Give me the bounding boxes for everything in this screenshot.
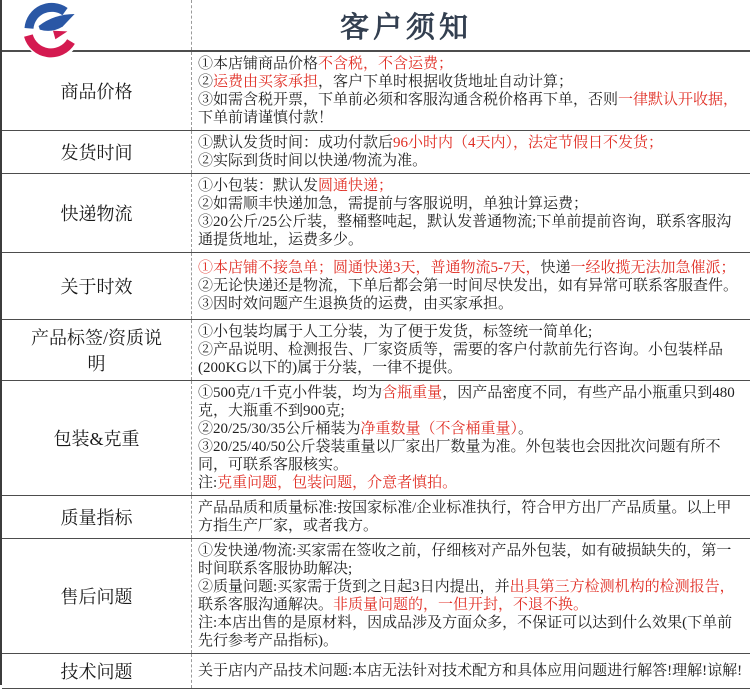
row-content <box>192 52 750 130</box>
plain-text: 关于店内产品技术问题:本店无法针对技术配方和具体应用问题进行解答!理解!谅解! <box>198 663 743 679</box>
row-content <box>192 320 750 380</box>
store-logo-icon <box>6 2 100 62</box>
plain-text: 注:本店出售的是原材料，因成品涉及方面众多，不保证可以达到什么效果(下单前先行参考产品指标)。 <box>198 615 733 649</box>
notice-paragraph <box>198 542 744 578</box>
row-content <box>192 539 750 653</box>
notice-paragraph <box>198 134 744 152</box>
highlight-text: 净重数量（不含桶重量） <box>360 421 519 437</box>
notice-paragraph <box>198 295 744 313</box>
notice-paragraph <box>198 152 744 170</box>
notice-paragraph <box>198 55 744 73</box>
highlight-text: 96小时内（4天内），法定节假日不发货； <box>393 135 664 151</box>
plain-text: ②产品说明、检测报告、厂家资质等，需要的客户付款前先行咨询。小包装样品(200KG以下的)属于分装，一律不提供。 <box>198 342 724 376</box>
notice-paragraph <box>198 578 744 614</box>
plain-text: ③如需含税开票，下单前必须和客服沟通含税价格再下单，否则 <box>198 92 619 108</box>
plain-text: 注: <box>198 475 218 491</box>
highlight-text: ①本店铺不接急单；圆通快递3天，普通物流5-7天， <box>198 260 541 276</box>
notice-paragraph <box>198 341 744 377</box>
plain-text: ②质量问题:买家需于货到之日起3日内提出，并 <box>198 579 510 595</box>
notice-paragraph <box>198 177 744 195</box>
notice-row <box>2 131 750 174</box>
page-title: 客户须知 <box>339 12 472 44</box>
notice-paragraph <box>198 213 744 249</box>
row-content <box>192 496 750 538</box>
highlight-text: 一经收揽无法加急催派； <box>570 260 736 276</box>
plain-text: ①小包装均属于人工分装，为了便于发货，标签统一简单化; <box>198 324 593 340</box>
plain-text: ②实际到货时间以快递/物流为准。 <box>198 153 428 169</box>
notice-row <box>2 496 750 539</box>
notice-row <box>2 174 750 253</box>
notice-paragraph <box>198 474 744 492</box>
row-content <box>192 174 750 252</box>
plain-text: ①500克/1千克小件装，均为 <box>198 385 383 401</box>
plain-text: ，客户下单时根据收货地址自动计算； <box>318 74 574 90</box>
plain-text: 下单前请谨慎付款！ <box>198 110 334 126</box>
notice-paragraph <box>198 420 744 438</box>
row-label: 包装&克重 <box>2 381 192 495</box>
row-label: 快递物流 <box>2 174 192 252</box>
row-label: 关于时效 <box>2 253 192 319</box>
notice-row <box>2 381 750 496</box>
row-content <box>192 654 750 688</box>
notice-row <box>2 320 750 381</box>
notice-paragraph <box>198 277 744 295</box>
plain-text: ②如需顺丰快递加急，需提前与客服说明，单独计算运费； <box>198 196 589 212</box>
row-content <box>192 381 750 495</box>
plain-text: ①小包装：默认发 <box>198 178 319 194</box>
highlight-text: 运费由买家承担 <box>213 74 319 90</box>
plain-text: ①本店铺商品价格 <box>198 56 319 72</box>
notice-paragraph <box>198 662 744 680</box>
notice-row <box>2 52 750 131</box>
plain-text: ，因产品密度不同，有些产品小瓶重只到480克，大瓶重不到900克; <box>198 385 735 419</box>
plain-text: 产品品质和质量标准:按国家标准/企业标准执行，符合甲方出厂产品质量。以上甲方指生产厂家，或者我方。 <box>198 500 732 534</box>
plain-text: 快递 <box>540 260 571 276</box>
highlight-text: 出具第三方检测机构的检测报告， <box>509 579 735 595</box>
row-label: 发货时间 <box>2 131 192 173</box>
highlight-text: 一律默认开收据， <box>618 92 739 108</box>
plain-text: ②20/25/30/35公斤桶装为 <box>198 421 361 437</box>
notice-header <box>2 0 750 52</box>
highlight-text: 克重问题，包装问题，介意者慎拍。 <box>217 475 458 491</box>
notice-row <box>2 654 750 689</box>
notice-paragraph <box>198 384 744 420</box>
notice-paragraph <box>198 91 744 127</box>
plain-text: ③20公斤/25公斤装，整桶整吨起，默认发普通物流;下单前提前咨询，联系客服沟通提货地址，运费多少。 <box>198 214 732 248</box>
row-label: 商品价格 <box>2 52 192 130</box>
plain-text: ①发快递/物流:买家需在签收之前，仔细核对产品外包装，如有破损缺失的，第一时间联系客服协助解决; <box>198 543 732 577</box>
plain-text: ②无论快递还是物流，下单后都会第一时间尽快发出，如有异常可联系客服查件。 <box>198 278 739 294</box>
plain-text: ③20/25/40/50公斤袋装重量以厂家出厂数量为准。外包装也会因批次问题有所不同，可联系客服核实。 <box>198 439 721 473</box>
row-content <box>192 131 750 173</box>
notice-paragraph <box>198 438 744 474</box>
plain-text: ② <box>198 74 214 90</box>
notice-paragraph <box>198 195 744 213</box>
notice-paragraph <box>198 73 744 91</box>
plain-text: 联系客服沟通解决。 <box>198 597 334 613</box>
notice-paragraph <box>198 499 744 535</box>
plain-text: 。 <box>518 421 534 437</box>
row-label: 售后问题 <box>2 539 192 653</box>
plain-text: ③因时效问题产生退换货的运费，由买家承担。 <box>198 296 514 312</box>
row-label: 质量指标 <box>2 496 192 538</box>
row-content <box>192 253 750 319</box>
notice-paragraph <box>198 259 744 277</box>
highlight-text: 含瓶重量 <box>382 385 443 401</box>
notice-paragraph <box>198 323 744 341</box>
highlight-text: 非质量问题的，一但开封，不退不换。 <box>333 597 589 613</box>
highlight-text: 不含税，不含运费； <box>318 56 454 72</box>
notice-row <box>2 253 750 320</box>
notice-row <box>2 539 750 654</box>
notice-paragraph <box>198 614 744 650</box>
notice-table-body <box>2 52 750 689</box>
plain-text: ①默认发货时间：成功付款后 <box>198 135 394 151</box>
highlight-text: 圆通快递； <box>318 178 394 194</box>
row-label: 技术问题 <box>2 654 192 688</box>
row-label: 产品标签/资质说明 <box>2 320 192 380</box>
